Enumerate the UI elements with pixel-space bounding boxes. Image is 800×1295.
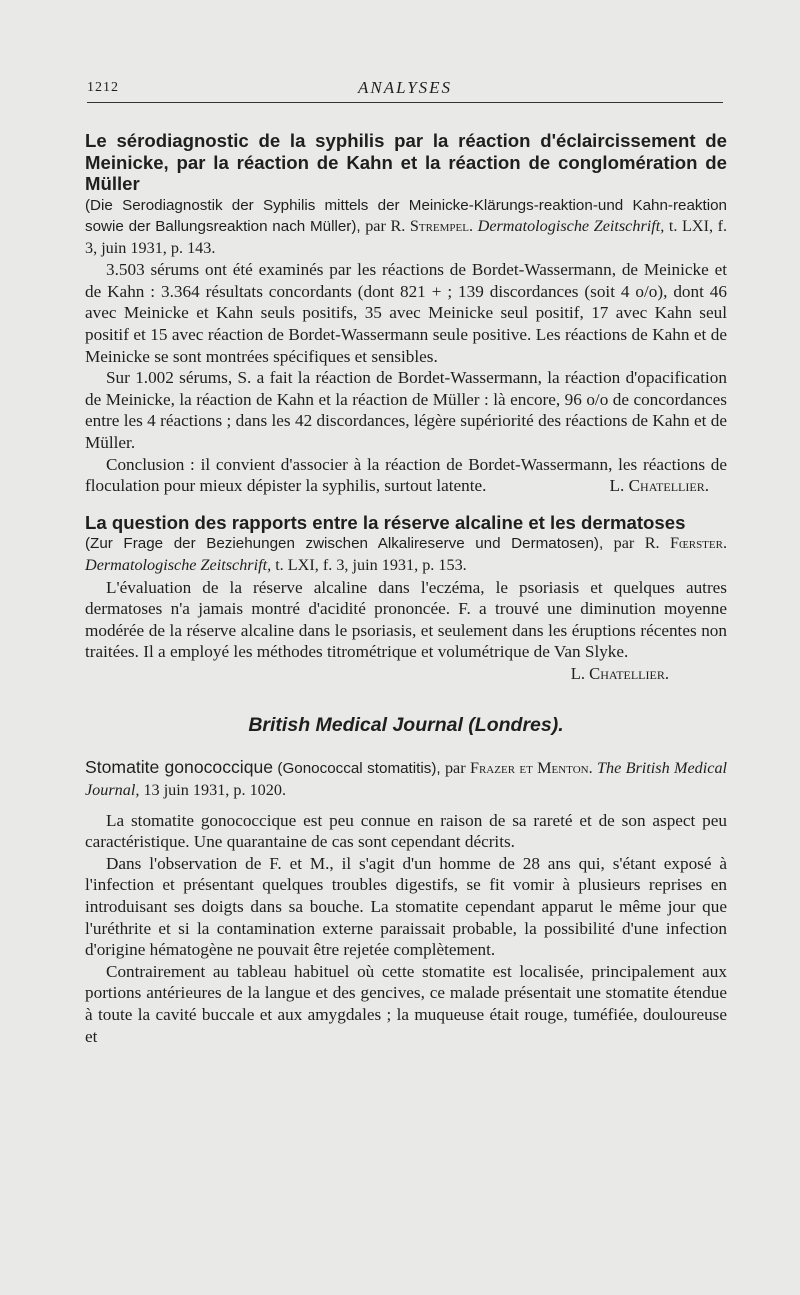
citation-by: par [365, 217, 386, 236]
paragraph: Contrairement au tableau habituel où cette stomatite est localisée, principalement aux portions antérieures de la langue et des gencives, ce malade présentait une stomatite étendue à toute la cavité buccale et aux amygdales ; la muqueuse était rouge, tuméfiée, douloureuse et [85, 961, 727, 1046]
signature: L. Chatellier. [609, 476, 709, 496]
citation-by: par [444, 759, 466, 778]
article-citation [85, 195, 727, 260]
page-header [87, 76, 723, 102]
signature: L. Chatellier. [570, 663, 669, 683]
paragraph: La stomatite gonococcique est peu connue en raison de sa rareté et de son aspect peu caractéristique. Une quarantaine de cas sont cependant décrits. [85, 810, 727, 852]
citation-journal: Dermatologische Zeitschrift, [85, 555, 272, 574]
page-content [85, 130, 727, 1047]
article-reserve-alcaline [85, 512, 727, 685]
article-title-citation [85, 757, 727, 801]
paragraph: Sur 1.002 sérums, S. a fait la réaction de Bordet-Wassermann, la réaction d'opacification de Meinicke, la réaction de Kahn et la réaction de Müller : là encore, 96 o/o de concordances entre les 4 réactions ; dans les 42 discordances, légère supériorité des réactions de Kahn et de Müller. [85, 368, 727, 453]
citation-ref: t. LXI, f. 3, juin 1931, p. 153. [275, 555, 467, 574]
citation-journal: Dermatologische Zeitschrift, [477, 217, 665, 236]
citation-journal: The British Medical Journal, [85, 759, 728, 800]
article-title: Stomatite gonococcique [85, 757, 274, 778]
original-title: (Gonococcal stomatitis), [277, 760, 441, 778]
citation-ref: 13 juin 1931, p. 1020. [143, 781, 286, 800]
spacer [85, 497, 727, 512]
spacer [85, 802, 727, 810]
article-title: La question des rapports entre la réserve alcaline et les dermatoses [85, 511, 686, 533]
citation-author: R. Fœrster. [644, 534, 728, 553]
paragraph-text: Conclusion : il convient d'associer à la réaction de Bordet-Wassermann, les réactions de floculation pour mieux dépister la syphilis, surtout latente. [85, 454, 727, 496]
original-title: (Zur Frage der Beziehungen zwischen Alkalireserve und Dermatosen), [85, 535, 604, 553]
citation-ref: t. LXI, f. 3, juin 1931, p. 143. [85, 217, 728, 257]
original-title: (Die Serodiagnostik der Syphilis mittels der Meinicke-Klärungs-reaktion-und Kahn-reaktion sowie der Ballungsreaktion nach Müller), [85, 196, 727, 236]
header-rule [87, 102, 723, 103]
article-stomatite [85, 757, 727, 1047]
paragraph-with-signature [85, 454, 727, 497]
paragraph: 3.503 sérums ont été examinés par les réactions de Bordet-Wassermann, de Meinicke et de Kahn : 3.364 résultats concordants (dont 821 + ; 139 discordances (soit 4 o/o), dont 46 avec Meinicke et Kahn seuls positifs, 35 avec Meinicke seul positif, 17 avec Kahn seul positif et 15 avec réaction de Bordet-Wassermann seule positive. Les réactions de Kahn et de Meinicke se sont montrées spécifiques et sensibles. [85, 260, 727, 366]
page-number: 1212 [87, 80, 119, 95]
paragraph: Dans l'observation de F. et M., il s'agit d'un homme de 28 ans qui, s'étant exposé à l'infection et présentant quelques troubles digestifs, se fit vomir à plusieurs reprises en introduisant ses doigts dans sa bouche. La stomatite cependant apparut le même jour que l'uréthrite et si la contamination externe paraissait probable, la possibilité d'une infection d'origine hématogène ne pouvait être rejetée complètement. [85, 853, 727, 960]
citation-by: par [613, 534, 635, 553]
article-title: Le sérodiagnostic de la syphilis par la réaction d'éclaircissement de Meinicke, par la réaction de Kahn et la réaction de conglomération de Müller [85, 130, 727, 194]
citation-authors: Frazer et Menton. [469, 759, 593, 778]
paragraph: L'évaluation de la réserve alcaline dans l'eczéma, le psoriasis et quelques autres dermatoses n'a jamais montré d'acidité prononcée. F. a trouvé une diminution moyenne modérée de la réserve alcaline dans le psoriasis, et seulement dans les éruptions récentes non traitées. Il a employé les méthodes titrométrique et volumétrique de Van Slyke. [85, 577, 727, 662]
journal-heading: British Medical Journal (Londres). [248, 714, 564, 737]
citation-author: R. Strempel. [390, 217, 474, 236]
article-meinicke-kahn [85, 130, 727, 497]
article-citation [85, 533, 727, 576]
running-title: ANALYSES [357, 78, 453, 97]
